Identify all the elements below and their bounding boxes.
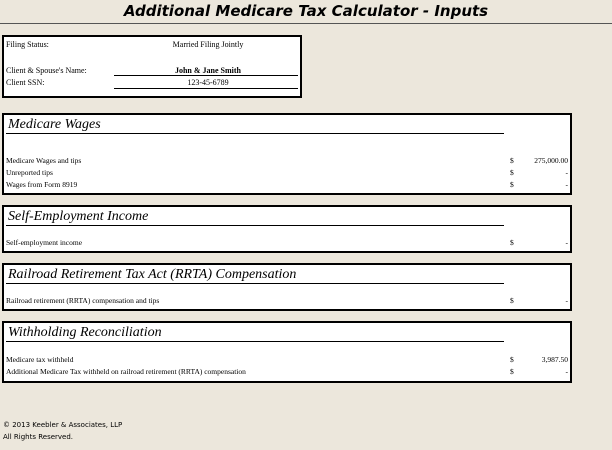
additional-rrta-withheld-amount[interactable]: - bbox=[565, 367, 568, 376]
medicare-wages-section bbox=[2, 113, 572, 195]
form-8919-wages-amount[interactable]: - bbox=[565, 180, 568, 189]
medicare-wages-tips-row bbox=[6, 156, 568, 166]
client-ssn-underline bbox=[114, 88, 298, 89]
rrta-compensation-amount[interactable]: - bbox=[565, 296, 568, 305]
filing-status-label: Filing Status: bbox=[6, 40, 49, 49]
filing-status-value[interactable]: Married Filing Jointly bbox=[172, 40, 244, 49]
rights-text: All Rights Reserved. bbox=[3, 433, 74, 441]
dollar-sign: $ bbox=[510, 238, 514, 247]
self-employment-title: Self-Employment Income bbox=[8, 209, 149, 224]
row-label: Self-employment income bbox=[6, 238, 83, 247]
section-rule bbox=[6, 225, 504, 226]
self-employment-income-row bbox=[6, 238, 568, 248]
client-name-label: Client & Spouse's Name: bbox=[6, 66, 87, 75]
filing-status-row bbox=[6, 39, 300, 50]
row-label: Unreported tips bbox=[6, 168, 53, 177]
row-label: Medicare Wages and tips bbox=[6, 156, 82, 165]
client-name-value[interactable]: John & Jane Smith bbox=[174, 66, 241, 75]
dollar-sign: $ bbox=[510, 168, 514, 177]
withholding-section bbox=[2, 321, 572, 383]
row-label: Additional Medicare Tax withheld on railroad retirement (RRTA) compensation bbox=[6, 367, 246, 376]
section-rule bbox=[6, 341, 504, 342]
row-label: Railroad retirement (RRTA) compensation and tips bbox=[6, 296, 160, 305]
row-label: Wages from Form 8919 bbox=[6, 180, 78, 189]
unreported-tips-amount[interactable]: - bbox=[565, 168, 568, 177]
dollar-sign: $ bbox=[510, 355, 514, 364]
title-divider bbox=[0, 23, 612, 24]
additional-rrta-withheld-row bbox=[6, 367, 568, 377]
footer bbox=[3, 419, 122, 443]
dollar-sign: $ bbox=[510, 296, 514, 305]
section-rule bbox=[6, 133, 504, 134]
medicare-wages-title: Medicare Wages bbox=[8, 117, 101, 132]
client-ssn-label: Client SSN: bbox=[6, 78, 45, 87]
self-employment-income-amount[interactable]: - bbox=[565, 238, 568, 247]
dollar-sign: $ bbox=[510, 156, 514, 165]
row-label: Medicare tax withheld bbox=[6, 355, 74, 364]
client-ssn-value[interactable]: 123-45-6789 bbox=[187, 78, 229, 87]
client-ssn-row bbox=[6, 77, 300, 88]
rrta-compensation-row bbox=[6, 296, 568, 306]
client-name-underline bbox=[114, 75, 298, 76]
medicare-tax-withheld-amount[interactable]: 3,987.50 bbox=[541, 355, 568, 364]
copyright-text: © 2013 Keebler & Associates, LLP bbox=[3, 421, 123, 429]
page-title: Additional Medicare Tax Calculator - Inputs bbox=[123, 2, 489, 20]
rrta-section bbox=[2, 263, 572, 311]
medicare-wages-amount[interactable]: 275,000.00 bbox=[534, 156, 568, 165]
client-info-panel bbox=[2, 35, 302, 98]
dollar-sign: $ bbox=[510, 367, 514, 376]
dollar-sign: $ bbox=[510, 180, 514, 189]
medicare-tax-withheld-row bbox=[6, 355, 568, 365]
section-rule bbox=[6, 283, 504, 284]
self-employment-section bbox=[2, 205, 572, 253]
unreported-tips-row bbox=[6, 168, 568, 178]
form-8919-wages-row bbox=[6, 180, 568, 190]
withholding-title: Withholding Reconciliation bbox=[8, 325, 162, 340]
rrta-title: Railroad Retirement Tax Act (RRTA) Compensation bbox=[8, 267, 297, 282]
